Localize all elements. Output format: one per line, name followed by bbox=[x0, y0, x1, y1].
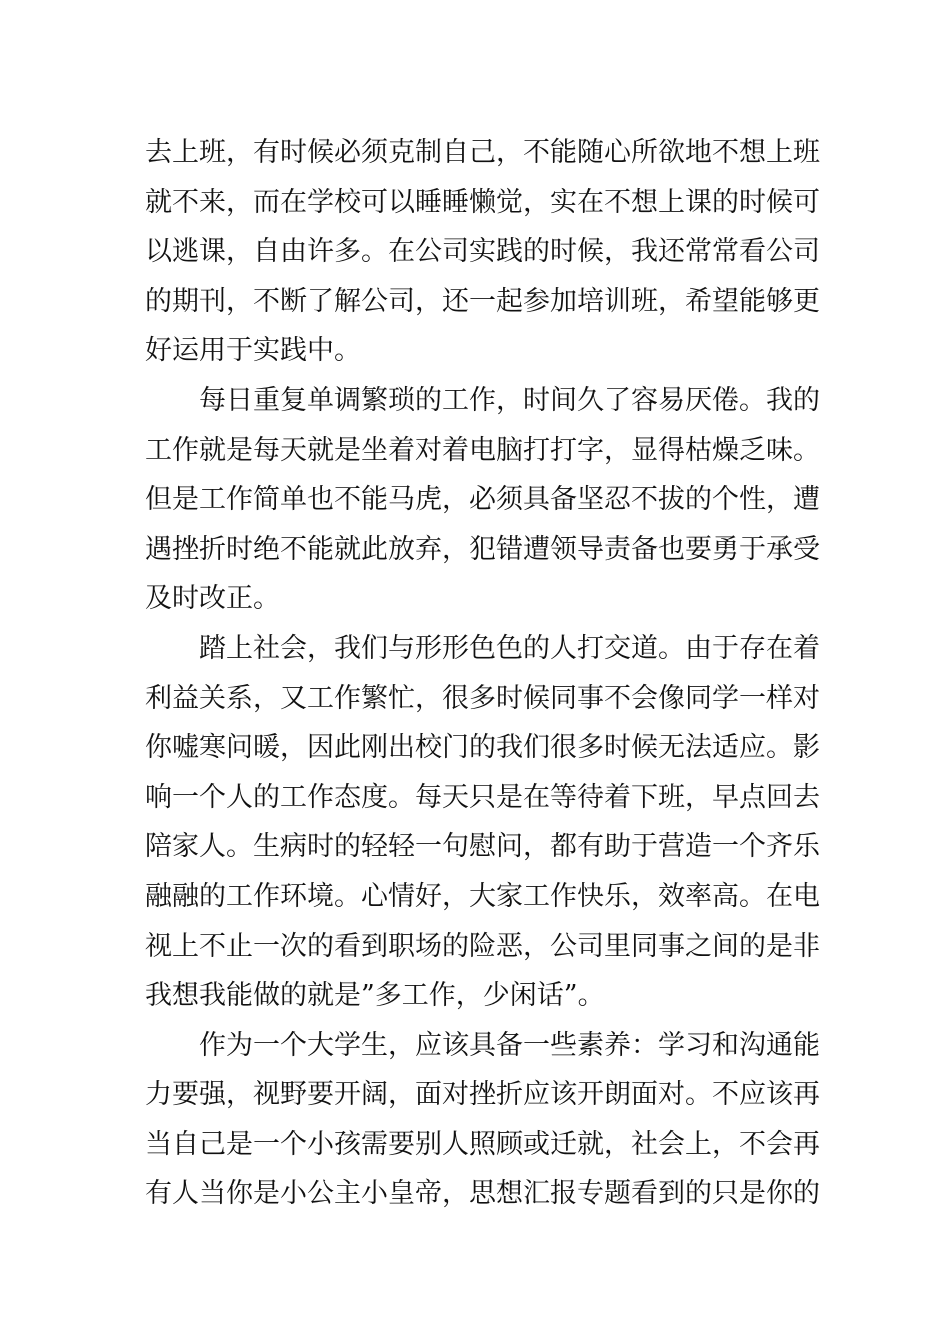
text-line: 陪家人。生病时的轻轻一句慰问，都有助于营造一个齐乐 bbox=[145, 831, 820, 863]
text-line: 的期刊，不断了解公司，还一起参加培训班，希望能够更 bbox=[145, 285, 820, 317]
text-line: 以逃课，自由许多。在公司实践的时候，我还常常看公司 bbox=[145, 236, 820, 268]
text-line: 及时改正。 bbox=[145, 583, 280, 615]
paragraph-first-line: 作为一个大学生，应该具备一些素养：学习和沟通能 bbox=[199, 1029, 820, 1061]
text-line: 去上班，有时候必须克制自己，不能随心所欲地不想上班 bbox=[145, 137, 820, 168]
text-line: 响一个人的工作态度。每天只是在等待着下班，早点回去 bbox=[145, 781, 820, 813]
text-line: 工作就是每天就是坐着对着电脑打打字，显得枯燥乏味。 bbox=[145, 434, 820, 466]
text-line: 就不来，而在学校可以睡睡懒觉，实在不想上课的时候可 bbox=[145, 186, 820, 218]
text-line: 力要强，视野要开阔，面对挫折应该开朗面对。不应该再 bbox=[145, 1079, 820, 1111]
text-line: 有人当你是小公主小皇帝，思想汇报专题看到的只是你的 bbox=[145, 1178, 820, 1210]
text-line: 你嘘寒问暖，因此刚出校门的我们很多时候无法适应。影 bbox=[145, 732, 820, 764]
text-line: 我想我能做的就是”多工作，少闲话”。 bbox=[145, 980, 605, 1012]
text-line: 但是工作简单也不能马虎，必须具备坚忍不拔的个性，遭 bbox=[145, 484, 820, 516]
text-line: 当自己是一个小孩需要别人照顾或迁就，社会上，不会再 bbox=[145, 1128, 820, 1160]
text-line: 利益关系，又工作繁忙，很多时候同事不会像同学一样对 bbox=[145, 682, 820, 714]
text-line: 视上不止一次的看到职场的险恶，公司里同事之间的是非 bbox=[145, 930, 820, 962]
paragraph-first-line: 每日重复单调繁琐的工作，时间久了容易厌倦。我的 bbox=[199, 384, 820, 416]
paragraph-first-line: 踏上社会，我们与形形色色的人打交道。由于存在着 bbox=[199, 632, 820, 664]
text-line: 融融的工作环境。心情好，大家工作快乐，效率高。在电 bbox=[145, 880, 820, 912]
text-line: 好运用于实践中。 bbox=[145, 335, 361, 367]
text-line: 遇挫折时绝不能就此放弃，犯错遭领导责备也要勇于承受 bbox=[145, 533, 820, 565]
document-body bbox=[145, 128, 820, 1219]
